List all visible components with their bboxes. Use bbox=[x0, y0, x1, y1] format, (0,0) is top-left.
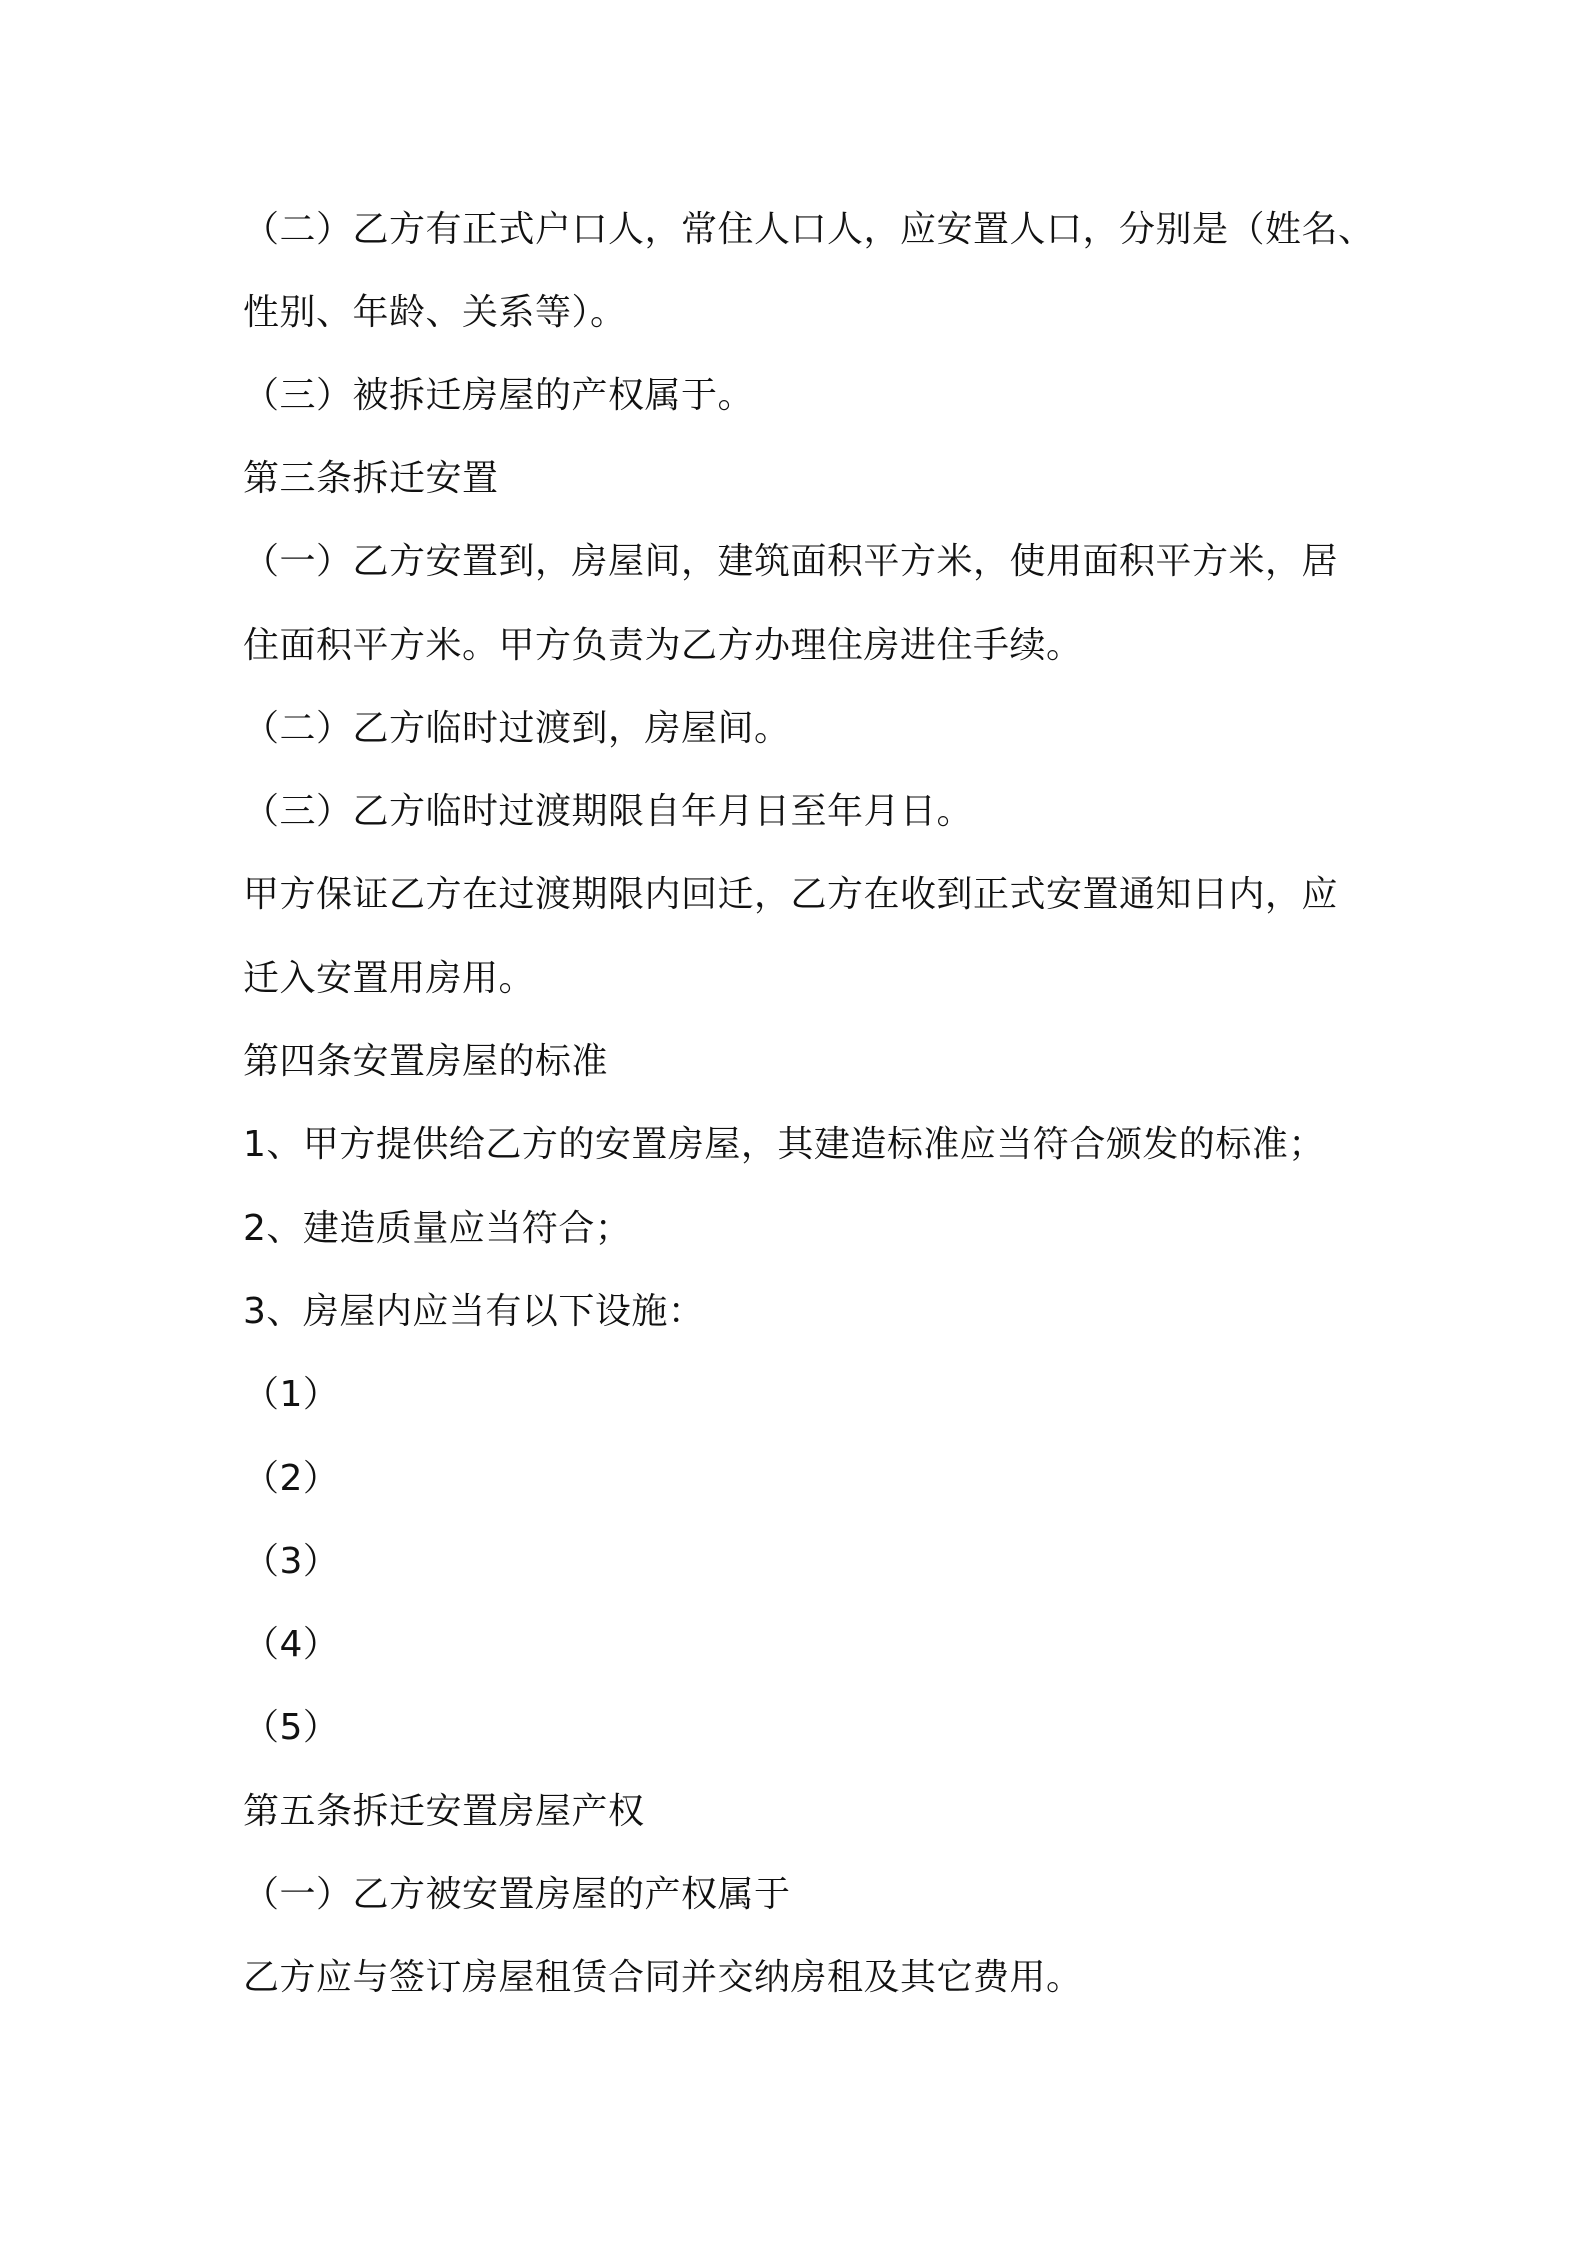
lease-obligation: 乙方应与签订房屋租赁合同并交纳房租及其它费用。 bbox=[243, 1957, 1083, 1998]
clause-3-3: （三）乙方临时过渡期限自年月日至年月日。 bbox=[243, 791, 974, 832]
clause-2-2-line-1: （二）乙方有正式户口人，常住人口人，应安置人口，分别是（姓名、 bbox=[243, 209, 1375, 250]
standard-item-3: 3、房屋内应当有以下设施： bbox=[243, 1291, 705, 1332]
standard-item-1: 1、甲方提供给乙方的安置房屋，其建造标准应当符合颁发的标准； bbox=[243, 1124, 1325, 1165]
facility-item-4: （4） bbox=[243, 1624, 340, 1665]
facility-item-3: （3） bbox=[243, 1541, 340, 1582]
guarantee-line-1: 甲方保证乙方在过渡期限内回迁，乙方在收到正式安置通知日内，应 bbox=[243, 874, 1339, 915]
article-3-heading: 第三条拆迁安置 bbox=[243, 458, 499, 499]
article-5-heading: 第五条拆迁安置房屋产权 bbox=[243, 1791, 645, 1832]
facility-item-2: （2） bbox=[243, 1458, 340, 1499]
standard-item-2: 2、建造质量应当符合； bbox=[243, 1208, 632, 1249]
clause-3-1-line-1: （一）乙方安置到，房屋间，建筑面积平方米，使用面积平方米，居 bbox=[243, 541, 1339, 582]
clause-5-1: （一）乙方被安置房屋的产权属于 bbox=[243, 1874, 791, 1915]
guarantee-line-2: 迁入安置用房用。 bbox=[243, 958, 536, 999]
facility-item-5: （5） bbox=[243, 1707, 340, 1748]
clause-3-1-line-2: 住面积平方米。甲方负责为乙方办理住房进住手续。 bbox=[243, 625, 1083, 666]
facility-item-1: （1） bbox=[243, 1374, 340, 1415]
article-4-heading: 第四条安置房屋的标准 bbox=[243, 1041, 609, 1082]
clause-2-2-line-2: 性别、年龄、关系等）。 bbox=[243, 292, 627, 333]
clause-2-3: （三）被拆迁房屋的产权属于。 bbox=[243, 375, 755, 416]
clause-3-2: （二）乙方临时过渡到，房屋间。 bbox=[243, 708, 791, 749]
